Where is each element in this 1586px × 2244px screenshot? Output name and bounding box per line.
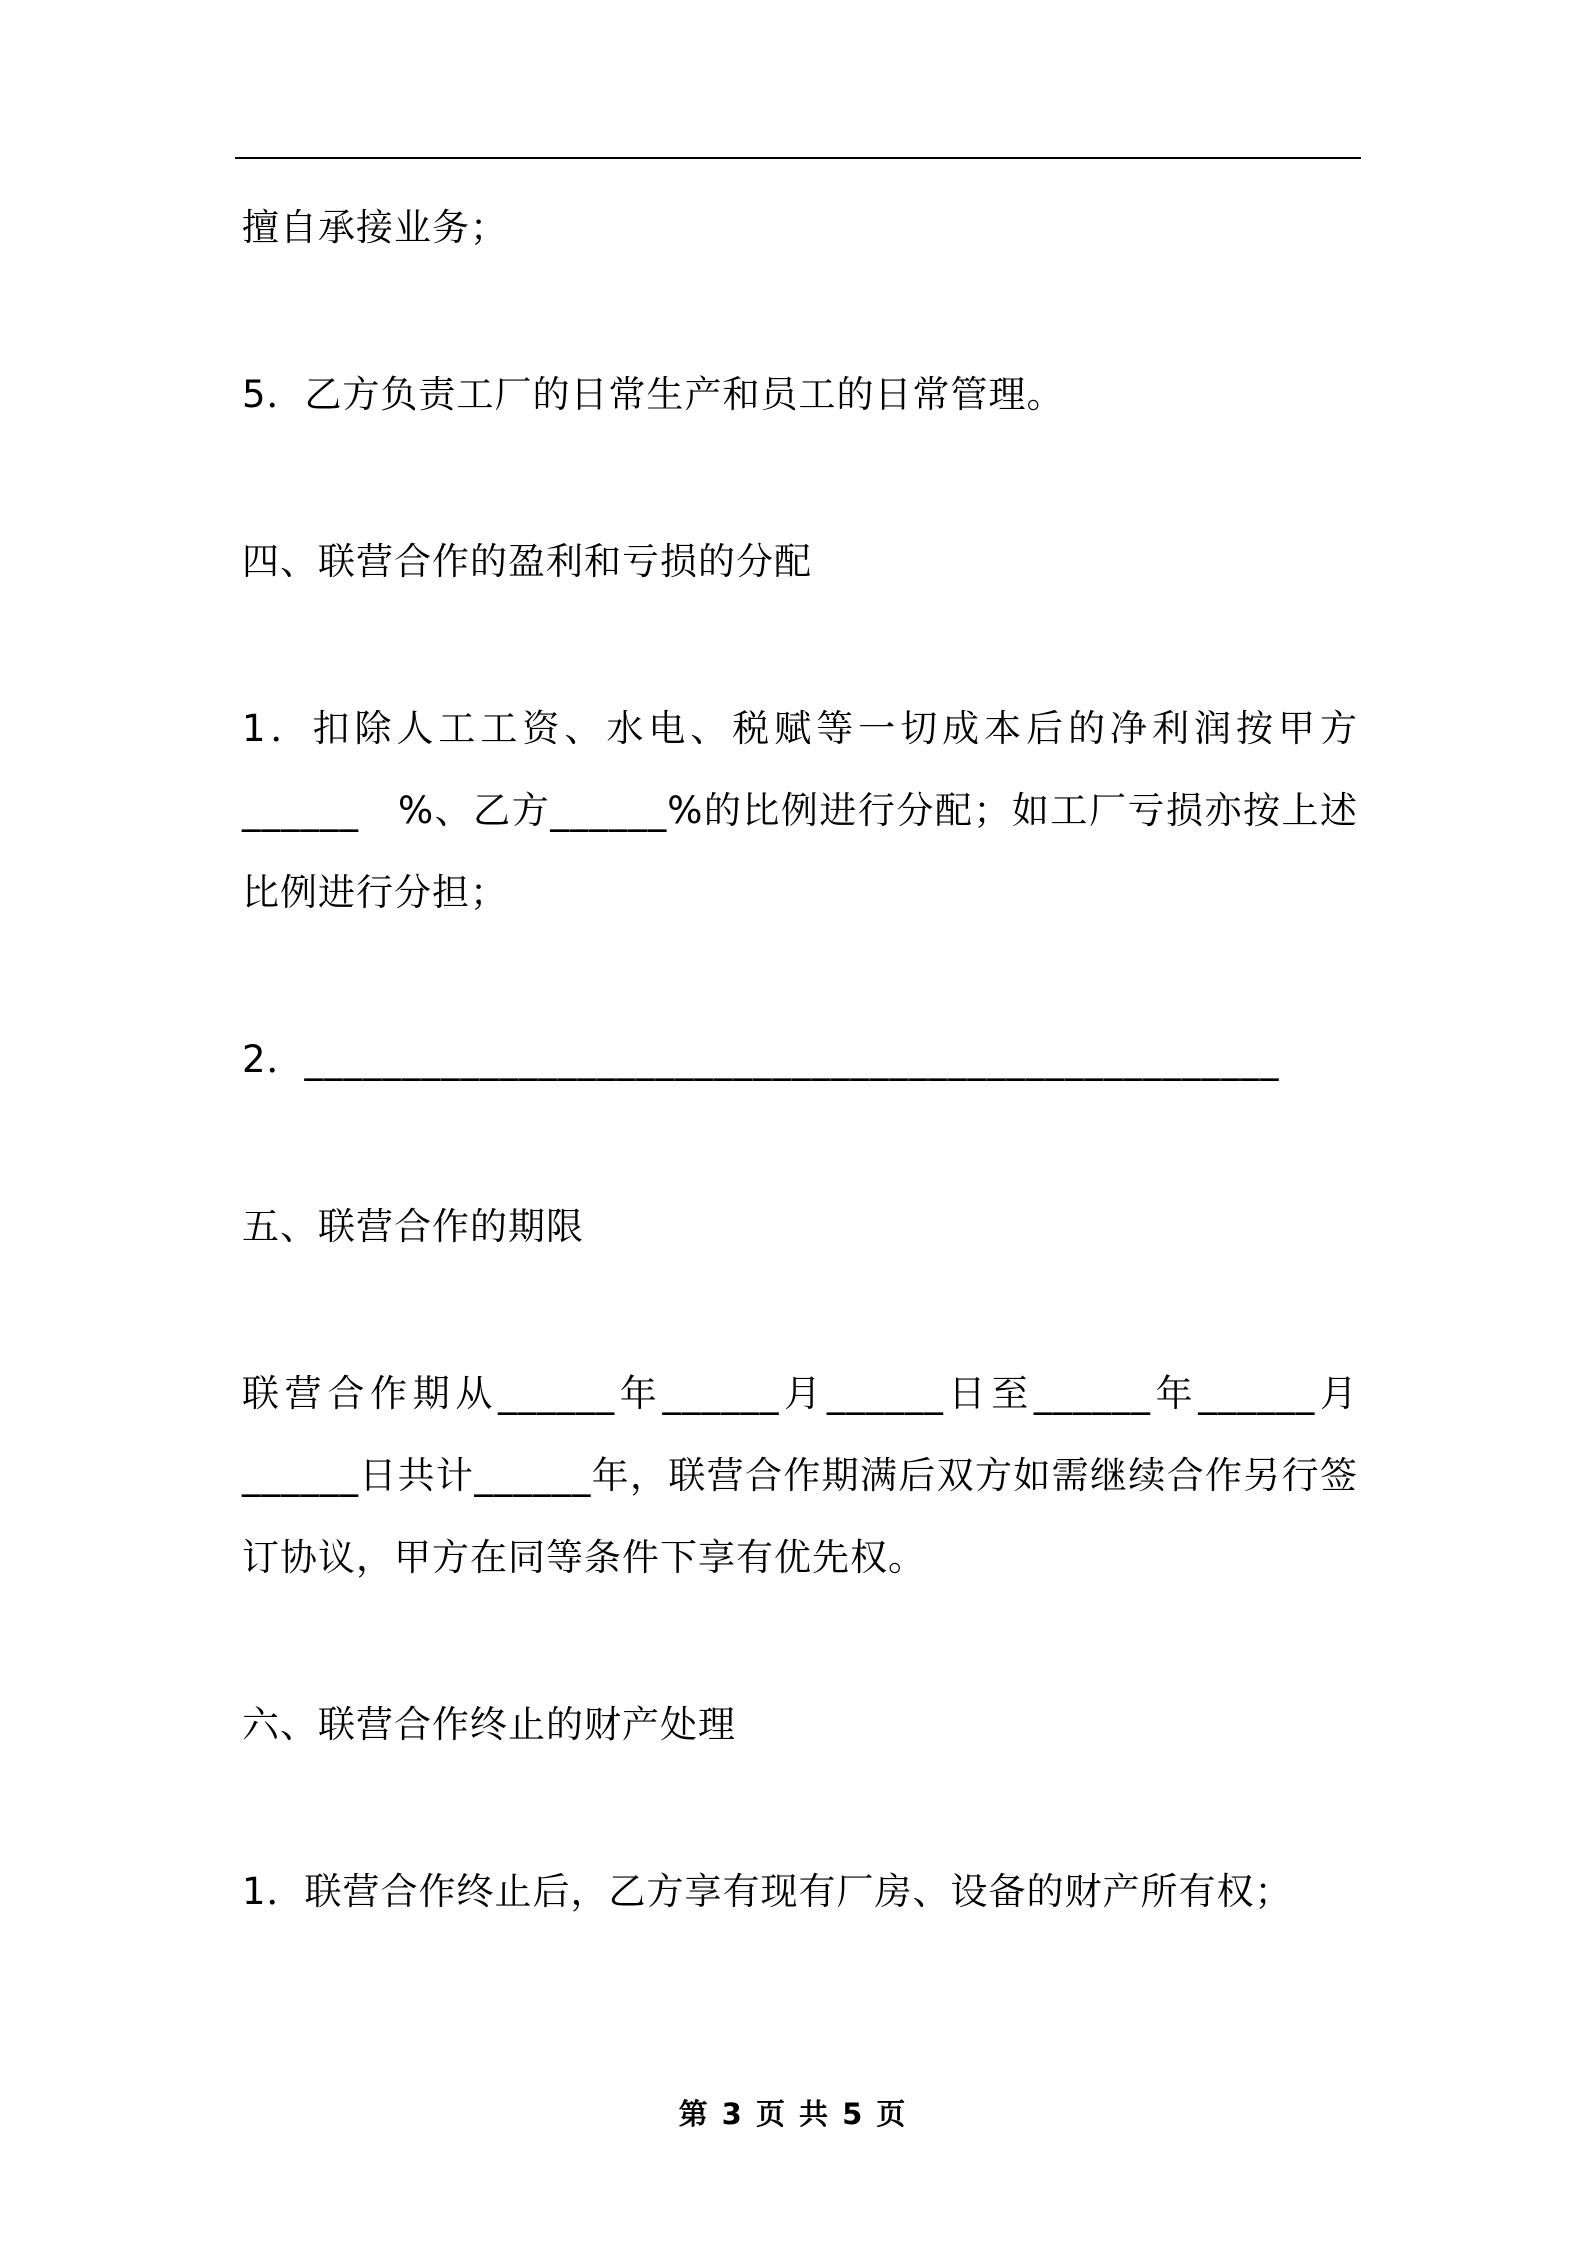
clause-3-5: 5．乙方负责工厂的日常生产和员工的日常管理。: [242, 373, 1065, 416]
clause-3-4-continuation: 擅自承接业务；: [242, 206, 508, 249]
clause-4-1-line-3: 比例进行分担；: [242, 871, 508, 914]
section-5-body-line-3: 订协议，甲方在同等条件下享有优先权。: [242, 1536, 926, 1579]
section-5-body-line-1: 联营合作期从______年______月______日至______年______月: [242, 1372, 1358, 1415]
section-6-heading: 六、联营合作终止的财产处理: [242, 1703, 736, 1746]
section-4-heading: 四、联营合作的盈利和亏损的分配: [242, 540, 812, 583]
clause-6-1: 1．联营合作终止后，乙方享有现有厂房、设备的财产所有权；: [242, 1870, 1293, 1913]
page-number: 第 3 页 共 5 页: [678, 2097, 908, 2131]
section-5-body-line-2: ______日共计______年，联营合作期满后双方如需继续合作另行签: [242, 1454, 1358, 1497]
section-5-heading: 五、联营合作的期限: [242, 1205, 584, 1248]
header-rule: [235, 157, 1361, 159]
clause-4-1-line-2: ______ %、乙方______%的比例进行分配；如工厂亏损亦按上述: [242, 789, 1358, 832]
clause-4-1-line-1: 1．扣除人工工资、水电、税赋等一切成本后的净利润按甲方: [242, 707, 1358, 750]
clause-4-2-blank: 2．__________________________________________________: [242, 1038, 1280, 1081]
